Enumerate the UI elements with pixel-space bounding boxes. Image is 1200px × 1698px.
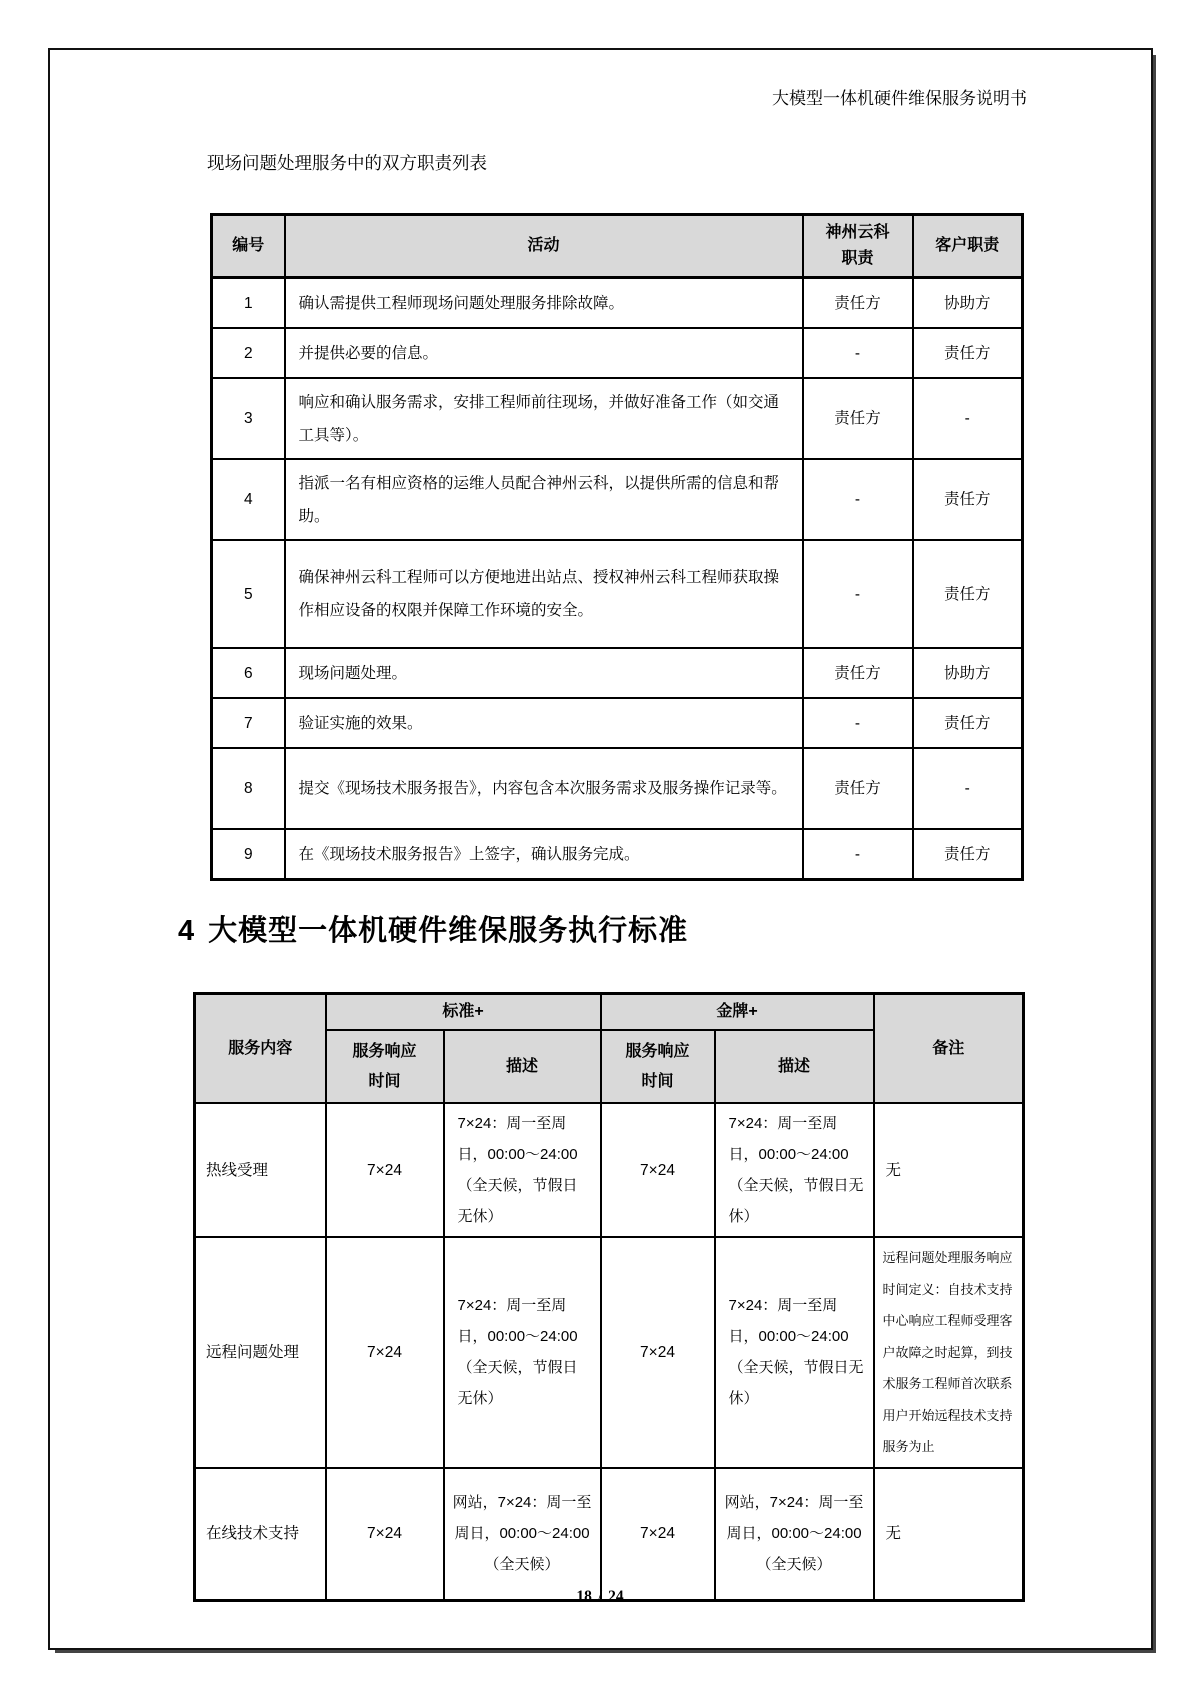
section-number: 4 (178, 915, 195, 947)
page-footer (0, 1588, 1200, 1606)
table-row: 4 指派一名有相应资格的运维人员配合神州云科，以提供所需的信息和帮助。 - 责任方 (212, 459, 1023, 540)
section-heading (178, 908, 688, 949)
table-row: 热线受理 7×24 7×24：周一至周日，00:00～24:00（全天候，节假日无休） 7×24 7×24：周一至周日，00:00～24:00（全天候，节假日无休） 无 (195, 1103, 1024, 1237)
table-row: 6 现场问题处理。 责任方 协助方 (212, 648, 1023, 698)
responsibility-table (210, 213, 1024, 881)
col-header-standard-plus: 标准+ (326, 994, 601, 1031)
col-header-gold-description: 描述 (715, 1030, 874, 1103)
table-row: 2 并提供必要的信息。 - 责任方 (212, 328, 1023, 378)
service-standard-table (193, 992, 1025, 1602)
col-header-no: 编号 (212, 215, 285, 278)
col-header-activity: 活动 (285, 215, 803, 278)
page-number-separator: / (597, 1588, 603, 1605)
col-header-customer: 客户职责 (913, 215, 1023, 278)
table-row: 5 确保神州云科工程师可以方便地进出站点、授权神州云科工程师获取操作相应设备的权限并保障工作环境的安全。 - 责任方 (212, 540, 1023, 648)
document-header-title: 大模型一体机硬件维保服务说明书 (772, 89, 1027, 108)
intro-paragraph: 现场问题处理服务中的双方职责列表 (207, 153, 487, 173)
page-number-total: 24 (608, 1588, 624, 1605)
col-header-gold-response-time: 服务响应时间 (601, 1030, 715, 1103)
section-title: 大模型一体机硬件维保服务执行标准 (208, 915, 689, 947)
col-header-service: 服务内容 (195, 994, 326, 1104)
table-row: 9 在《现场技术服务报告》上签字，确认服务完成。 - 责任方 (212, 829, 1023, 880)
table-group-header-row (195, 994, 1024, 1031)
table-row: 3 响应和确认服务需求，安排工程师前往现场，并做好准备工作（如交通工具等）。 责任方 - (212, 378, 1023, 459)
col-header-std-description: 描述 (444, 1030, 601, 1103)
table-row: 7 验证实施的效果。 - 责任方 (212, 698, 1023, 748)
table-header-row (212, 215, 1023, 278)
table-row: 在线技术支持 7×24 网站，7×24：周一至周日，00:00～24:00（全天候） 7×24 网站，7×24：周一至周日，00:00～24:00（全天候） 无 (195, 1468, 1024, 1601)
col-header-std-response-time: 服务响应时间 (326, 1030, 444, 1103)
col-header-dcyk: 神州云科职责 (803, 215, 913, 278)
col-header-remark: 备注 (874, 994, 1024, 1104)
table-row: 远程问题处理 7×24 7×24：周一至周日，00:00～24:00（全天候，节假日无休） 7×24 7×24：周一至周日，00:00～24:00（全天候，节假日无休） 远程问题处理服务响应时间定义：自技术支持中心响应工程师受理客户故障之时起算，到技术服务工程师首次联系用户开始远程技术支持服务为止 (195, 1237, 1024, 1468)
table-row: 8 提交《现场技术服务报告》，内容包含本次服务需求及服务操作记录等。 责任方 - (212, 748, 1023, 829)
col-header-gold-plus: 金牌+ (601, 994, 874, 1031)
table-row: 1 确认需提供工程师现场问题处理服务排除故障。 责任方 协助方 (212, 278, 1023, 329)
page-number-current: 18 (576, 1588, 592, 1605)
